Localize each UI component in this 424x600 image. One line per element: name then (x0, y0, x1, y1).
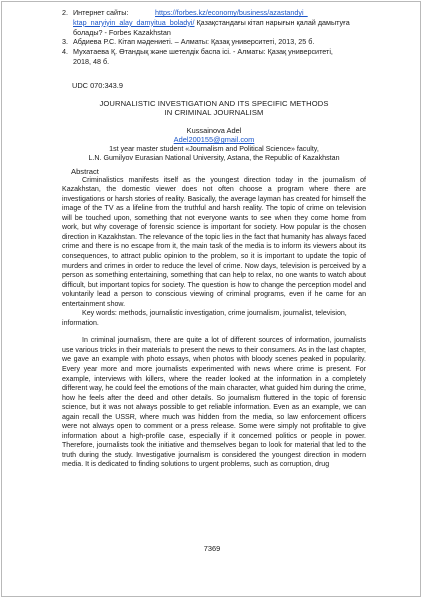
reference-list (62, 8, 366, 67)
reference-number: 2. (62, 8, 68, 17)
abstract-heading: Abstract (71, 166, 99, 176)
reference-label: Интернет сайты: (73, 8, 129, 17)
author-affiliation (62, 145, 366, 164)
author-name: Kussainova Adel (186, 125, 242, 135)
reference-text-cont: болады? - Forbes Kazakhstan (73, 27, 171, 37)
affiliation-line: L.N. Gumilyov Eurasian National University, Astana, the Republic of Kazakhstan (88, 154, 340, 163)
reference-text-cont: 2018, 48 б. (73, 56, 110, 66)
page-number: 7369 (203, 544, 221, 553)
keywords: Key words: methods, journalistic investigation, crime journalism, journalist, television, information. (62, 310, 347, 327)
author-email-link[interactable]: Adel200155@gmail.com (173, 135, 255, 145)
reference-item (62, 8, 366, 37)
reference-item (62, 47, 366, 67)
affiliation-line: 1st year master student «Journalism and Political Science» faculty, (109, 144, 319, 153)
abstract-paragraph: Criminalistics manifests itself as the youngest direction today in the journalism of Kazakhstan, the domestic viewer does not often choose a program where there are investigations or harsh stories of reality. Basically, the average layman has created for himself the image of the TV as a lifeline from the truthful and harsh reality. The topic of crime on television will be touched upon, something that not everyone wants to see when they come home from work, but why coverage of forensic science is important for society. How popular is the chosen direction in Kazakhstan. The relevance of the topic lies in the fact that humanity has always faced crime and there is no escape from it, the main task of the media is to inform its viewers about its consequences, to attract public opinion to the problem, so it is important to update the topic of murders and crimes in order to reduce the level of crime. Now days, television is perceived by a person as something entertaining, something that can help to relax, no one wants to watch about difficult, but important topics for society. The question is how to change the perception model and voluntarily lead a person to conscious viewing of criminal programs, even if he came for an entertainment show. (62, 176, 366, 308)
reference-number: 4. (62, 47, 68, 57)
udc-code: UDC 070:343.9 (72, 80, 123, 90)
author-block (62, 126, 366, 145)
title-line: IN CRIMINAL JOURNALISM (164, 108, 264, 118)
reference-text: Мухатаева Қ. Өтандық және шетелдік баспа ісі. - Алматы: Қазақ университеті, (73, 47, 333, 57)
reference-link[interactable]: https://forbes.kz/economy/business/azastandyi_ (155, 8, 308, 17)
article-title (62, 99, 366, 118)
reference-text: Қазақстандағы кітап нарығын қалай дамытуға (196, 17, 350, 27)
reference-number: 3. (62, 37, 68, 47)
reference-item (62, 37, 366, 47)
body-paragraph: In criminal journalism, there are quite a lot of different sources of information, journalists use various tricks in their materials to present the news to their consumers. As in the last chapter, we gave an example with photo essays, when photos with bloody scenes peaked in popularity. Every year more and more journalists experimented with news where crime is present. For example, interviews with killers, where the reader looked at the information in a completely different way, he could feel the emotions of the main character, what guided him during the crime, how he feels after the deed and other details. So journalism fluttered in the topic of forensic science, but it was not always possible to get reliable information. Even as an example, we can again recall the USSR, where much was hidden from the media, so law enforcement officers were not always open to comment or a press release. Some were simply not profitable to give information about a high-profile case, especially if it concerned politics or people in power. Therefore, journalists took the initiative and themselves began to look for material that led to the truth during the study. Investigative journalism is considered the youngest direction in modern media. It is dedicated to finding solutions to urgent problems, such as corruption, drug (62, 337, 366, 469)
reference-text: Абдиева Р.С. Кітап мәдениеті. – Алматы: Қазақ университеті, 2013, 25 б. (73, 37, 315, 47)
document-page (62, 8, 366, 470)
reference-link-cont[interactable]: ktap_naryiyin_alay_damyitua_boladyi/ (73, 17, 195, 27)
title-line: JOURNALISTIC INVESTIGATION AND ITS SPECIFIC METHODS (99, 98, 329, 108)
